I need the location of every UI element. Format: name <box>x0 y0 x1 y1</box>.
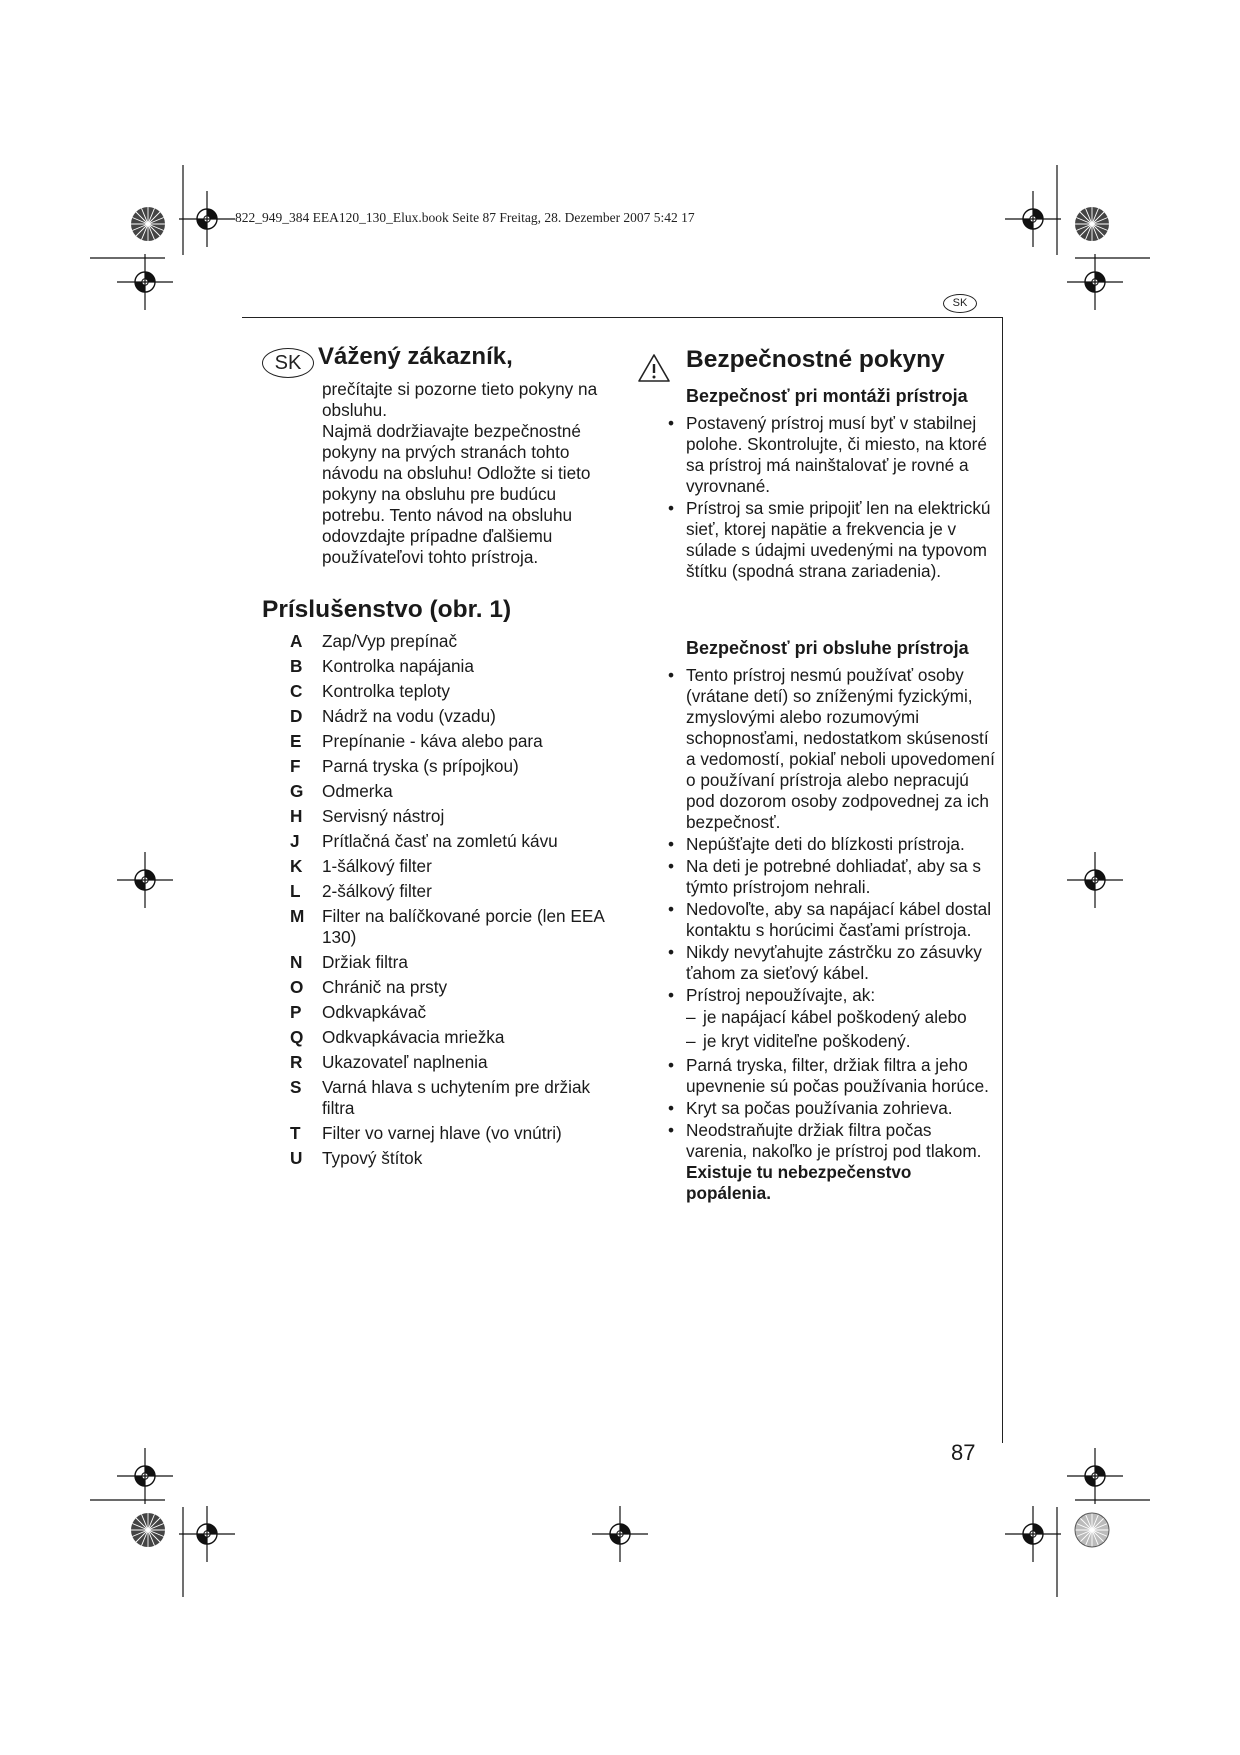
item-text: Postavený prístroj musí byť v stabilnej polohe. Skontrolujte, či miesto, na ktoré sa prístroj má nainštalovať je rovné a vyrovnané. <box>686 413 987 496</box>
operation-heading: Bezpečnosť pri obsluhe prístroja <box>686 638 969 658</box>
accessories-title: Príslušenstvo (obr. 1) <box>262 596 512 623</box>
list-item <box>290 631 620 652</box>
registration-mark-icon <box>179 1506 235 1562</box>
item-text: Na deti je potrebné dohliadať, aby sa s týmto prístrojom nehrali. <box>686 856 982 897</box>
registration-mark-icon <box>117 1448 173 1504</box>
list-item <box>290 881 620 902</box>
item-text: je napájací kábel poškodený alebo <box>703 1007 967 1027</box>
item-key: K <box>290 856 303 876</box>
item-key: E <box>290 731 302 751</box>
item-key: M <box>290 906 305 926</box>
right-rule <box>1002 317 1003 1443</box>
list-item <box>290 756 620 777</box>
list-item: • Nepúšťajte deti do blízkosti prístroja. <box>668 834 965 854</box>
install-heading: Bezpečnosť pri montáži prístroja <box>686 386 968 406</box>
item-key: Q <box>290 1027 304 1047</box>
item-key: F <box>290 756 301 776</box>
sub-list-item: – je kryt viditeľne poškodený. <box>686 1031 911 1051</box>
item-text: Varná hlava s uchytením pre držiak filtra <box>322 1077 591 1118</box>
registration-mark-icon <box>1067 254 1123 310</box>
list-item <box>290 781 620 802</box>
warning-emphasis: Existuje tu nebezpečenstvo popálenia. <box>686 1162 912 1203</box>
item-text: Parná tryska (s prípojkou) <box>322 756 519 776</box>
list-item: • Nedovoľte, aby sa napájací kábel dostal kontaktu s horúcimi časťami prístroja. <box>668 899 992 940</box>
color-wheel-icon <box>1075 207 1109 241</box>
item-key: G <box>290 781 304 801</box>
top-rule <box>242 317 1003 318</box>
item-text: Prepínanie - káva alebo para <box>322 731 543 751</box>
item-text: Filter na balíčkované porcie (len EEA 130) <box>322 906 604 947</box>
item-key: T <box>290 1123 301 1143</box>
list-item: • Prístroj nepoužívajte, ak: <box>668 985 876 1005</box>
item-text: Prítlačná časť na zomletú kávu <box>322 831 558 851</box>
list-item <box>290 906 620 948</box>
list-item <box>290 1148 620 1169</box>
item-text: Kontrolka napájania <box>322 656 474 676</box>
item-text: Ukazovateľ naplnenia <box>322 1052 488 1072</box>
item-key: D <box>290 706 303 726</box>
registration-mark-icon <box>179 191 235 247</box>
item-key: B <box>290 656 303 676</box>
item-text: Chránič na prsty <box>322 977 448 997</box>
item-key: C <box>290 681 303 701</box>
install-list <box>668 413 996 582</box>
registration-mark-icon <box>1067 1448 1123 1504</box>
intro-paragraph: prečítajte si pozorne tieto pokyny na obsluhu. <box>322 379 598 420</box>
item-text: Kryt sa počas používania zohrieva. <box>686 1098 953 1118</box>
list-item <box>290 977 620 998</box>
item-text: Odmerka <box>322 781 393 801</box>
item-text: Filter vo varnej hlave (vo vnútri) <box>322 1123 562 1143</box>
item-text: 1-šálkový filter <box>322 856 432 876</box>
item-key: N <box>290 952 303 972</box>
list-item <box>290 706 620 727</box>
list-item: • Postavený prístroj musí byť v stabilnej polohe. Skontrolujte, či miesto, na ktoré sa prístroj má nainštalovať je rovné a vyrovnané. <box>668 413 987 496</box>
list-item <box>290 681 620 702</box>
list-item: • Parná tryska, filter, držiak filtra a jeho upevnenie sú počas používania horúce. <box>668 1055 989 1096</box>
list-item <box>290 856 620 877</box>
item-key: U <box>290 1148 303 1168</box>
warning-triangle-icon <box>637 353 671 383</box>
item-text: Servisný nástroj <box>322 806 445 826</box>
item-key: R <box>290 1052 303 1072</box>
item-text: Kontrolka teploty <box>322 681 451 701</box>
color-wheel-icon <box>1075 1513 1109 1547</box>
page-number: 87 <box>951 1440 976 1465</box>
item-text: Držiak filtra <box>322 952 408 972</box>
list-item <box>290 1123 620 1144</box>
item-key: P <box>290 1002 302 1022</box>
item-text: Nepúšťajte deti do blízkosti prístroja. <box>686 834 965 854</box>
list-item <box>290 1052 620 1073</box>
item-text: Prístroj sa smie pripojiť len na elektrickú sieť, ktorej napätie a frekvencia je v súlade s údajmi uvedenými na typovom štítku (spodná strana zariadenia). <box>686 498 991 581</box>
list-item <box>290 656 620 677</box>
accessories-list <box>290 631 620 1173</box>
item-text: Odkvapkávacia mriežka <box>322 1027 505 1047</box>
list-item: • Prístroj sa smie pripojiť len na elektrickú sieť, ktorej napätie a frekvencia je v súlade s údajmi uvedenými na typovom štítku (spodná strana zariadenia). <box>668 498 991 581</box>
list-item <box>290 731 620 752</box>
item-text: Nedovoľte, aby sa napájací kábel dostal kontaktu s horúcimi časťami prístroja. <box>686 899 992 940</box>
registration-mark-icon <box>117 254 173 310</box>
language-badge-large: SK <box>262 348 314 378</box>
item-key: L <box>290 881 301 901</box>
list-item <box>290 1077 620 1119</box>
item-text: je kryt viditeľne poškodený. <box>703 1031 911 1051</box>
item-text: Typový štítok <box>322 1148 423 1168</box>
registration-mark-icon <box>592 1506 648 1562</box>
color-wheel-icon <box>131 1513 165 1547</box>
item-text: Prístroj nepoužívajte, ak: <box>686 985 876 1005</box>
item-text: Nádrž na vodu (vzadu) <box>322 706 496 726</box>
install-section <box>668 385 996 583</box>
list-item: • Na deti je potrebné dohliadať, aby sa s týmto prístrojom nehrali. <box>668 856 982 897</box>
item-key: A <box>290 631 303 651</box>
item-text: Tento prístroj nesmú používať osoby (vrátane detí) so zníženými fyzickými, zmyslovými alebo rozumovými schopnosťami, nedostatkom skúseností a vedomostí, pokiaľ neboli upovedomení o používaní prístroja alebo nepracujú pod dozorom osoby zodpovednej za ich bezpečnosť. <box>686 665 995 832</box>
list-item: • Tento prístroj nesmú používať osoby (vrátane detí) so zníženými fyzickými, zmyslovými alebo rozumovými schopnosťami, nedostatkom skúseností a vedomostí, pokiaľ neboli upovedomení o používaní prístroja alebo nepracujú pod dozorom osoby zodpovednej za ich bezpečnosť. <box>668 665 995 832</box>
list-item <box>290 1002 620 1023</box>
list-item <box>290 831 620 852</box>
item-text: Zap/Vyp prepínač <box>322 631 458 651</box>
language-badge: SK <box>943 294 977 313</box>
item-text: Neodstraňujte držiak filtra počas varenia, nakoľko je prístroj pod tlakom. <box>686 1120 982 1161</box>
greeting-title: Vážený zákazník, <box>318 343 513 370</box>
operation-list <box>668 665 996 1204</box>
operation-section <box>668 637 996 1205</box>
list-item <box>290 1027 620 1048</box>
color-wheel-icon <box>131 207 165 241</box>
safety-title: Bezpečnostné pokyny <box>686 346 945 373</box>
list-item <box>290 806 620 827</box>
list-item: • Neodstraňujte držiak filtra počas varenia, nakoľko je prístroj pod tlakom. Existuje tu nebezpečenstvo popálenia. <box>668 1120 982 1203</box>
intro-paragraph: Najmä dodržiavajte bezpečnostné pokyny na prvých stranách tohto návodu na obsluhu! Odložte si tieto pokyny na obsluhu pre budúcu potrebu. Tento návod na obsluhu odovzdajte prípadne ďalšiemu používateľovi tohto prístroja. <box>322 421 591 567</box>
list-item <box>290 952 620 973</box>
sub-list-item: – je napájací kábel poškodený alebo <box>686 1007 967 1027</box>
list-item: • Nikdy nevyťahujte zástrčku zo zásuvky ťahom za sieťový kábel. <box>668 942 982 983</box>
file-info-header: 822_949_384 EEA120_130_Elux.book Seite 87 Freitag, 28. Dezember 2007 5:42 17 <box>235 210 695 225</box>
registration-mark-icon <box>117 852 173 908</box>
item-key: S <box>290 1077 302 1097</box>
item-text: Odkvapkávač <box>322 1002 427 1022</box>
item-key: H <box>290 806 303 826</box>
item-key: J <box>290 831 300 851</box>
registration-mark-icon <box>1067 852 1123 908</box>
item-text: Nikdy nevyťahujte zástrčku zo zásuvky ťahom za sieťový kábel. <box>686 942 982 983</box>
item-key: O <box>290 977 304 997</box>
list-item: • Kryt sa počas používania zohrieva. <box>668 1098 953 1118</box>
item-text: 2-šálkový filter <box>322 881 432 901</box>
registration-mark-icon <box>1005 191 1061 247</box>
registration-mark-icon <box>1005 1506 1061 1562</box>
intro-text <box>322 379 617 568</box>
item-text: Parná tryska, filter, držiak filtra a jeho upevnenie sú počas používania horúce. <box>686 1055 989 1096</box>
